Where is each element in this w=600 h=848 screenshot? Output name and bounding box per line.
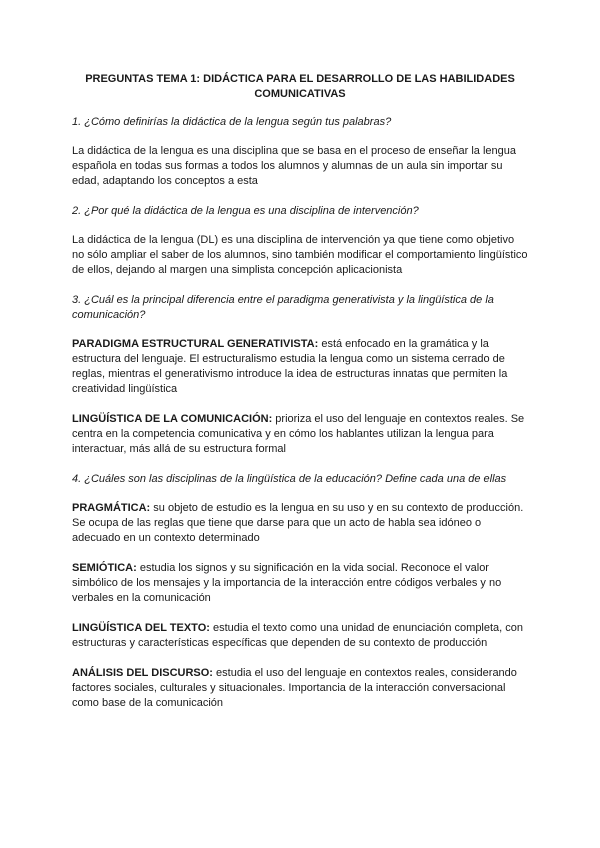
answer-4-item xyxy=(72,666,528,711)
answer-3-item xyxy=(72,412,528,457)
definition-paradigma-estructural-generativista: está enfocado en la gramática y la estructura del lenguaje. El estructuralismo estudia la lengua como un sistema cerrado de reglas, mientras el generativismo introduce la idea de estructuras innatas que permiten la creatividad lingüística xyxy=(72,338,508,395)
answer-4-item xyxy=(72,561,528,606)
definition-linguistica-comunicacion: prioriza el uso del lenguaje en contextos reales. Se centra en la competencia comunicativa y en cómo los hablantes utilizan la lengua para interactuar, más allá de su estructura formal xyxy=(72,413,525,455)
question-4: 4. ¿Cuáles son las disciplinas de la lingüística de la educación? Define cada una de ellas xyxy=(72,473,507,485)
term-semiotica: SEMIÓTICA: xyxy=(72,562,137,574)
question-2: 2. ¿Por qué la didáctica de la lengua es una disciplina de intervención? xyxy=(72,205,419,217)
question-1: 1. ¿Cómo definirías la didáctica de la lengua según tus palabras? xyxy=(72,116,392,128)
answer-4-item xyxy=(72,621,528,651)
answer-3-item xyxy=(72,337,528,397)
term-linguistica-comunicacion: LINGÜÍSTICA DE LA COMUNICACIÓN: xyxy=(72,413,273,425)
question-3: 3. ¿Cuál es la principal diferencia entre el paradigma generativista y la lingüística de la comunicación? xyxy=(72,294,494,321)
definition-pragmatica: su objeto de estudio es la lengua en su uso y en su contexto de producción. Se ocupa de las reglas que tiene que darse para que un acto de habla sea idóneo o adecuado en un contexto determinado xyxy=(72,502,524,544)
answer-1: La didáctica de la lengua es una disciplina que se basa en el proceso de enseñar la lengua española en todas sus formas a todos los alumnos y alumnas de un aula sin importar su edad, adaptando los conceptos a esta xyxy=(72,145,516,187)
definition-linguistica-texto: estudia el texto como una unidad de enunciación completa, con estructuras y características específicas que dependen de su contexto de producción xyxy=(72,622,524,649)
document-title: PREGUNTAS TEMA 1: DIDÁCTICA PARA EL DESARROLLO DE LAS HABILIDADES COMUNICATIVAS xyxy=(85,73,515,100)
answer-2: La didáctica de la lengua (DL) es una disciplina de intervención ya que tiene como objetivo no sólo ampliar el saber de los alumnos, sino también modificar el comportamiento lingüístico de ellos, dejando al margen una simplista concepción aplicacionista xyxy=(72,234,528,276)
definition-semiotica: estudia los signos y su significación en la vida social. Reconoce el valor simbólico de los mensajes y la importancia de la interacción entre códigos verbales y no verbales en la comunicación xyxy=(72,562,502,604)
term-linguistica-texto: LINGÜÍSTICA DEL TEXTO: xyxy=(72,622,210,634)
answer-4-item xyxy=(72,501,528,546)
term-pragmatica: PRAGMÁTICA: xyxy=(72,502,151,514)
term-analisis-discurso: ANÁLISIS DEL DISCURSO: xyxy=(72,667,213,679)
term-paradigma-estructural-generativista: PARADIGMA ESTRUCTURAL GENERATIVISTA: xyxy=(72,338,319,350)
definition-analisis-discurso: estudia el uso del lenguaje en contextos reales, considerando factores sociales, culturales y situacionales. Importancia de la interacción conversacional como base de la comunicación xyxy=(72,667,517,709)
